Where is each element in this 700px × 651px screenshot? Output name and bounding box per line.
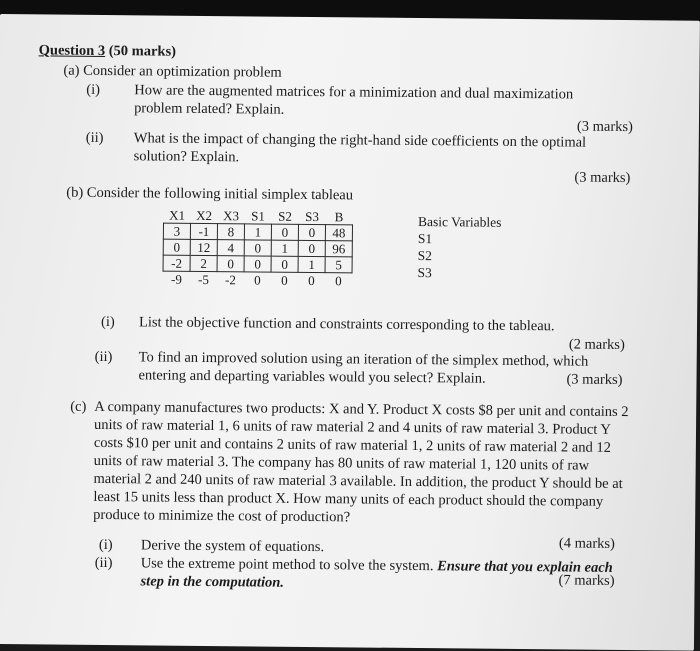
part-a-ii-line1: What is the impact of changing the right-hand side coefficients on the optimal — [133, 130, 587, 151]
table-cell: -2 — [163, 255, 190, 271]
header-x1: X1 — [169, 207, 186, 223]
table-cell: 0 — [308, 272, 315, 289]
part-a-i-line2: problem related? Explain. — [134, 100, 285, 118]
table-cell: 0 — [298, 240, 325, 256]
table-cell: 0 — [298, 224, 325, 240]
part-c-ii-number: (ii) — [94, 554, 113, 572]
part-a-ii-line2: solution? Explain. — [133, 148, 240, 166]
table-row — [163, 239, 352, 257]
basic-variable-s3: S3 — [417, 265, 432, 281]
table-cell: -9 — [170, 271, 182, 287]
table-cell: 12 — [190, 239, 217, 255]
part-c-label: (c) — [70, 398, 87, 415]
basic-variable-s1: S1 — [417, 231, 433, 247]
simplex-tableau — [162, 208, 353, 289]
question-marks: (50 marks) — [108, 43, 177, 60]
part-c-i-number: (i) — [98, 536, 113, 554]
part-b-i-number: (i) — [100, 313, 115, 331]
part-c-ii-text: Use the extreme point method to solve the system. — [140, 555, 434, 575]
table-cell: 96 — [325, 241, 352, 257]
table-cell: 4 — [217, 240, 244, 256]
table-cell: 0 — [281, 272, 288, 288]
table-cell: 0 — [271, 224, 298, 240]
header-s1: S1 — [251, 208, 266, 224]
question-title: Question 3 — [38, 42, 106, 60]
part-a-label: (a) — [63, 62, 80, 79]
part-c-line4: units of raw material 3. The company has 80 units of raw material 1, 120 units of raw — [93, 452, 590, 474]
header-x2: X2 — [196, 207, 213, 224]
part-b-ii-line2: entering and departing variables would you select? Explain. — [138, 367, 486, 387]
part-a-i-line1: How are the augmented matrices for a minimization and dual maximization — [134, 82, 574, 103]
part-c-line2: units of raw material 1, 6 units of raw material 2 and 4 units of raw material 3. Product Y — [93, 416, 612, 438]
part-a-ii-number: (ii) — [85, 129, 104, 146]
table-cell: 48 — [325, 225, 352, 241]
table-cell: 0 — [335, 273, 342, 289]
part-a-ii-marks: (3 marks) — [574, 169, 631, 187]
table-cell: 1 — [298, 256, 325, 272]
part-c-line1: A company manufactures two products: X and Y. Product X costs $8 per unit and contains 2 — [94, 398, 629, 421]
part-c-ii-emphasis-2: step in the computation. — [140, 573, 285, 591]
part-b-label: (b) — [66, 184, 84, 201]
basic-variables-header: Basic Variables — [417, 214, 502, 230]
table-cell: 3 — [163, 223, 190, 239]
part-c-line5: material 2 and 240 units of raw material 3 available. In addition, the product Y should be at — [93, 470, 623, 492]
header-s2: S2 — [278, 208, 293, 224]
part-c-line7: produce to minimize the cost of production? — [93, 506, 351, 526]
table-cell: -1 — [190, 223, 217, 239]
table-cell: -5 — [197, 271, 209, 288]
part-b-i-line1: List the objective function and constraints corresponding to the tableau. — [138, 314, 555, 335]
part-b-intro-text: Consider the following initial simplex tableau — [86, 184, 354, 204]
table-cell: 2 — [190, 255, 217, 271]
basic-variable-s2: S2 — [417, 248, 433, 264]
table-cell: 0 — [254, 272, 261, 288]
table-cell: 1 — [244, 224, 271, 240]
table-cell: 0 — [244, 256, 271, 272]
objective-row — [163, 271, 352, 288]
part-c-ii-marks: (7 marks) — [558, 572, 615, 589]
part-b-ii-line1: To find an improved solution using an iteration of the simplex method, which — [138, 349, 589, 370]
part-c-i-marks: (4 marks) — [558, 535, 615, 552]
tableau-header-row — [164, 208, 353, 225]
part-c-ii-emphasis-1: Ensure that you explain each — [437, 558, 613, 576]
header-x3: X3 — [223, 208, 240, 224]
part-a-i-marks: (3 marks) — [576, 118, 633, 136]
part-c-line3: costs $10 per unit and contains 2 units of raw material 1, 2 units of raw material 2 and 12 — [93, 434, 611, 456]
part-a-i-number: (i) — [86, 81, 101, 98]
header-s3: S3 — [305, 208, 320, 225]
part-b-i-marks: (2 marks) — [568, 336, 625, 354]
table-cell: -2 — [224, 272, 236, 288]
table-cell: 0 — [163, 239, 190, 255]
part-c-i-text: Derive the system of equations. — [140, 537, 325, 556]
table-cell: 0 — [244, 240, 271, 256]
table-cell: 1 — [271, 240, 298, 256]
table-cell: 8 — [217, 224, 244, 240]
part-c-line6: least 15 units less than product X. How many units of each product should the company — [93, 488, 604, 510]
part-b-intro — [66, 185, 353, 205]
table-cell: 5 — [325, 257, 352, 273]
table-row — [163, 223, 352, 241]
exam-paper — [0, 14, 700, 651]
part-a-intro — [63, 63, 281, 82]
part-b-ii-number: (ii) — [94, 348, 113, 366]
header-b: B — [334, 209, 344, 225]
part-a-intro-text: Consider an optimization problem — [83, 62, 282, 81]
table-cell: 0 — [271, 256, 298, 272]
table-row — [163, 255, 352, 273]
table-cell: 0 — [217, 256, 244, 272]
question-heading — [39, 42, 177, 60]
part-b-ii-marks: (3 marks) — [566, 371, 623, 388]
